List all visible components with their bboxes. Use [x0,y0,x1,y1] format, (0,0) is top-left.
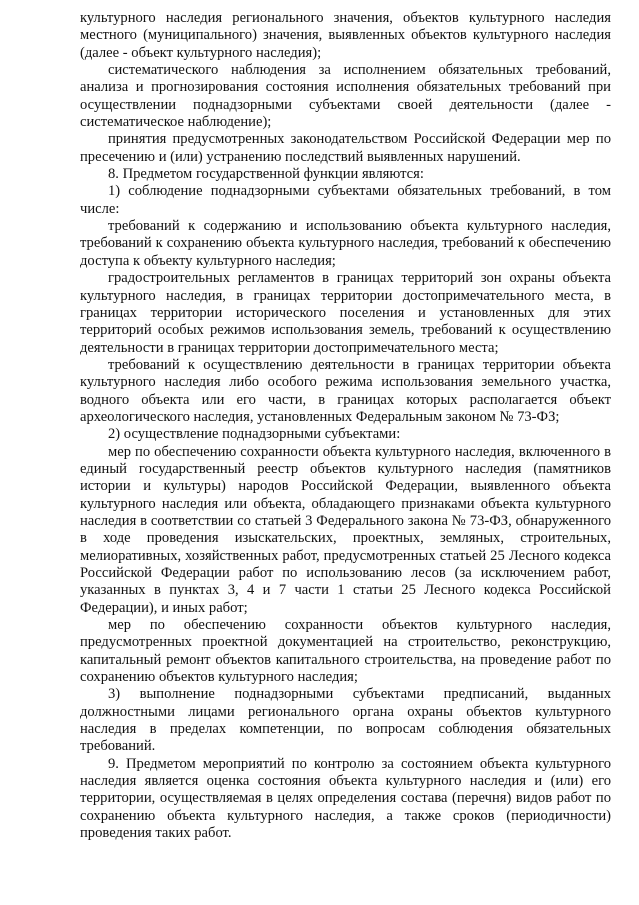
paragraph-requirements-content: требований к содержанию и использованию объекта культурного наследия, требований к сохранению объекта культурного наследия, требований к обеспечению доступа к объекту культурного наследия; [80,218,611,269]
paragraph-urban-regulations: градостроительных регламентов в границах территорий зон охраны объекта культурного наследия, в границах территории достопримечательного места, в границах территории исторического поселения и установленных для этих территорий особых режимов использования земель, требований к осуществлению деятельности в границах территории достопримечательного места; [80,270,611,356]
paragraph-preservation-measures: мер по обеспечению сохранности объекта культурного наследия, включенного в единый государственный реестр объектов культурного наследия (памятников истории и культуры) народов Российской Федерации, выявленного объекта культурного наследия или объекта, обладающего признаками объекта культурного наследия в соответствии со статьей 3 Федерального закона № 73-ФЗ, обнаруженного в ходе проведения изыскательских, проектных, земляных, строительных, мелиоративных, хозяйственных работ, предусмотренных статьей 25 Лесного кодекса Российской Федерации работ по использованию лесов (за исключением работ, указанных в пунктах 3, 4 и 7 части 1 статьи 25 Лесного кодекса Российской Федерации), и иных работ; [80,443,611,616]
paragraph-section-8-heading: 8. Предметом государственной функции являются: [108,166,424,183]
paragraph-project-measures: мер по обеспечению сохранности объектов культурного наследия, предусмотренных проектной документацией на строительство, реконструкцию, капитальный ремонт объектов капитального строительства, на проведение работ по сохранению объектов культурного наследия; [80,617,611,686]
paragraph-item-3: 3) выполнение поднадзорными субъектами предписаний, выданных должностными лицами регионального органа охраны объектов культурного наследия в пределах компетенции, по вопросам соблюдения обязательных требований. [80,686,611,755]
paragraph-activity-requirements: требований к осуществлению деятельности в границах территории объекта культурного наследия либо особого режима использования земельного участка, водного объекта или его части, в границах которых располагается объект археологического наследия, установленных Федеральным законом № 73-ФЗ; [80,356,611,425]
paragraph-item-2: 2) осуществление поднадзорными субъектами: [108,426,401,443]
paragraph-item-1: 1) соблюдение поднадзорными субъектами обязательных требований, в том числе: [80,183,611,217]
paragraph-intro-continuation: культурного наследия регионального значения, объектов культурного наследия местного (муниципального) значения, выявленных объектов культурного наследия (далее - объект культурного наследия); [80,10,611,61]
paragraph-systematic-observation: систематического наблюдения за исполнением обязательных требований, анализа и прогнозирования состояния исполнения обязательных требований при осуществлении поднадзорными субъектами своей деятельности (далее - систематическое наблюдение); [80,62,611,131]
paragraph-section-9: 9. Предметом мероприятий по контролю за состоянием объекта культурного наследия является оценка состояния объекта культурного наследия и (или) его территории, осуществляемая в целях определения состава (перечня) видов работ по сохранению объекта культурного наследия, а также сроков (периодичности) проведения таких работ. [80,755,611,842]
paragraph-measures-adoption: принятия предусмотренных законодательством Российской Федерации мер по пресечению и (или) устранению последствий выявленных нарушений. [80,131,611,165]
